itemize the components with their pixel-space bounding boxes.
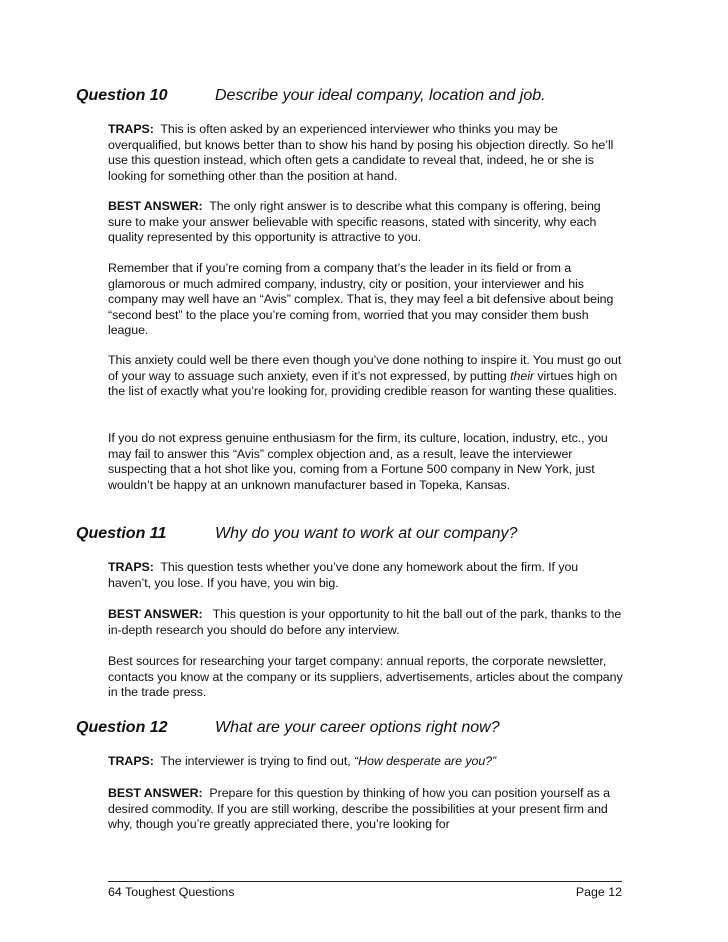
q11-best-answer-paragraph <box>108 607 624 638</box>
footer-page-number: Page 12 <box>575 885 622 899</box>
question-title: Describe your ideal company, location and job. <box>215 87 546 104</box>
q10-best-answer-paragraph <box>108 199 624 246</box>
best-answer-label: BEST ANSWER: <box>108 199 203 213</box>
q10-paragraph-5: If you do not express genuine enthusiasm for the firm, its culture, location, industry, etc., you may fail to answer this “Avis” complex objection and, as a result, leave the interviewer suspecting that a hot shot like you, coming from a Fortune 500 company in New York, just wouldn’t be happy at an unknown manufacturer based in Topeka, Kansas. <box>108 431 608 492</box>
paragraph-text: virtues high on the list of exactly what you’re looking for, providing credible reason for wanting these qualities. <box>108 368 618 398</box>
best-answer-text: Prepare for this question by thinking of how you can position yourself as a desired commodity. If you are still working, describe the possibilities at your present firm and why, though you’re greatly appreciated there, you’re looking for <box>108 786 610 831</box>
q12-traps-paragraph <box>108 754 624 770</box>
best-answer-text: This question is your opportunity to hit the ball out of the park, thanks to the in-depth research you should do before any interview. <box>108 607 622 637</box>
question-number: Question 11 <box>76 525 167 542</box>
question-number: Question 12 <box>76 719 168 736</box>
question-title: What are your career options right now? <box>215 719 500 736</box>
best-answer-label: BEST ANSWER: <box>108 607 203 621</box>
traps-label: TRAPS: <box>108 754 154 768</box>
question-11-heading <box>76 524 517 544</box>
question-12-heading <box>76 718 500 738</box>
traps-quote: “How desperate are you?” <box>354 754 497 768</box>
paragraph-text: This anxiety could well be there even though you’ve done nothing to inspire it. You must go out of your way to assuage such anxiety, even if it’s not expressed, by putting <box>108 353 622 383</box>
page-footer <box>108 881 622 900</box>
emphasis-text: their <box>510 368 534 383</box>
best-answer-label: BEST ANSWER: <box>108 786 203 800</box>
q10-paragraph-4 <box>108 353 624 400</box>
traps-text: This is often asked by an experienced interviewer who thinks you may be overqualified, but knows better than to show his hand by posing his objection directly. So he’ll use this question instead, which often gets a candidate to reveal that, indeed, he or she is looking for something other than the position at hand. <box>108 122 614 183</box>
best-answer-text: The only right answer is to describe what this company is offering, being sure to make your answer believable with specific reasons, stated with sincerity, why each quality represented by this opportunity is attractive to you. <box>108 199 601 244</box>
footer-book-title: 64 Toughest Questions <box>108 885 235 899</box>
traps-text: This question tests whether you’ve done any homework about the firm. If you haven’t, you lose. If you have, you win big. <box>108 560 579 590</box>
q10-paragraph-3: Remember that if you’re coming from a company that’s the leader in its field or from a glamorous or much admired company, industry, city or position, your interviewer and his company may well have an “Avis” complex. That is, they may feel a bit defensive about being “second best” to the place you’re coming from, worried that you may consider them bush league. <box>108 261 614 337</box>
question-10-heading <box>76 86 546 106</box>
traps-label: TRAPS: <box>108 560 154 574</box>
q10-traps-paragraph <box>108 122 624 184</box>
question-title: Why do you want to work at our company? <box>215 525 518 542</box>
question-number: Question 10 <box>76 87 168 104</box>
q11-traps-paragraph <box>108 560 624 591</box>
traps-text: The interviewer is trying to find out, <box>160 754 351 768</box>
q11-paragraph-3: Best sources for researching your target company: annual reports, the corporate newsletter, contacts you know at the company or its suppliers, advertisements, articles about the company in the trade press. <box>108 654 623 699</box>
traps-label: TRAPS: <box>108 122 154 136</box>
q12-best-answer-paragraph <box>108 786 624 833</box>
